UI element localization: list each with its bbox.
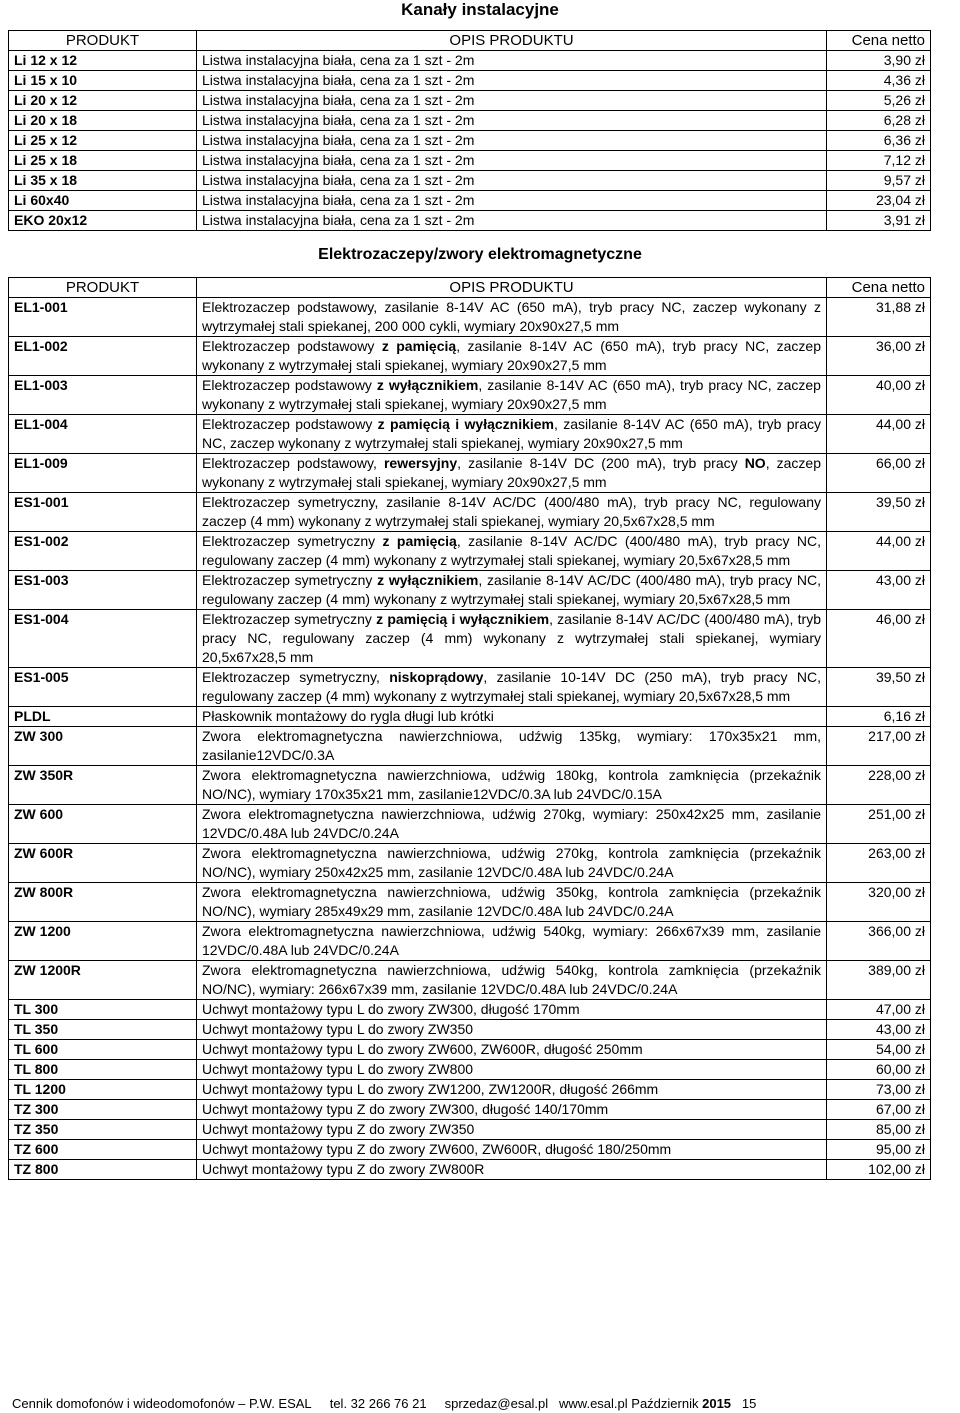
description-text: Uchwyt montażowy typu Z do zwory ZW300, długość 140/170mm (202, 1101, 609, 1117)
product-price: 366,00 zł (827, 922, 931, 961)
description-text: , zasilanie 8-14V AC (650 mA), tryb pracy NC, zaczep wykonany z wytrzymałej stali spiekanej, wymiary 20x90x27,5 mm (202, 416, 821, 451)
description-text: , zasilanie 8-14V AC/DC (400/480 mA), tryb pracy NC, regulowany zaczep (4 mm) wykonany z wytrzymałej stali spiekanej, wymiary 20,5x67x28,5 mm (202, 533, 821, 568)
product-description: Listwa instalacyjna biała, cena za 1 szt - 2m (197, 191, 827, 211)
product-price: 54,00 zł (827, 1040, 931, 1060)
footer-year: 2015 (702, 1396, 732, 1411)
description-text: Uchwyt montażowy typu L do zwory ZW350 (202, 1021, 474, 1037)
locks-table (8, 277, 931, 1180)
table-row (9, 1020, 931, 1040)
product-description: Listwa instalacyjna biała, cena za 1 szt - 2m (197, 211, 827, 231)
product-price: 228,00 zł (827, 766, 931, 805)
table-row (9, 493, 931, 532)
product-code: ES1-004 (9, 610, 197, 668)
product-price: 66,00 zł (827, 454, 931, 493)
description-text: , zasilanie 8-14V AC/DC (400/480 mA), tryb pracy NC, regulowany zaczep (4 mm) wykonany z wytrzymałej stali spiekanej, wymiary 20,5x67x28,5 mm (202, 572, 821, 607)
description-text: Elektrozaczep podstawowy, (202, 455, 384, 471)
description-text: Uchwyt montażowy typu L do zwory ZW300, długość 170mm (202, 1001, 580, 1017)
product-description (197, 1000, 827, 1020)
product-code: PLDL (9, 707, 197, 727)
product-price: 23,04 zł (827, 191, 931, 211)
product-code: Li 12 x 12 (9, 51, 197, 71)
description-text: Zwora elektromagnetyczna nawierzchniowa, udźwig 180kg, kontrola zamknięcia (przekaźnik NO/NC), wymiary 170x35x21 mm, zasilanie12VDC/0.3A lub 24VDC/0.15A (202, 767, 821, 802)
product-code: ZW 600R (9, 844, 197, 883)
product-price: 43,00 zł (827, 571, 931, 610)
product-price: 320,00 zł (827, 883, 931, 922)
table-row (9, 1080, 931, 1100)
description-text: Elektrozaczep symetryczny, (202, 669, 390, 685)
table-row (9, 532, 931, 571)
product-code: EKO 20x12 (9, 211, 197, 231)
product-description (197, 844, 827, 883)
product-description: Listwa instalacyjna biała, cena za 1 szt - 2m (197, 91, 827, 111)
product-code: TL 300 (9, 1000, 197, 1020)
header-price: Cena netto (827, 31, 931, 51)
table-row (9, 844, 931, 883)
description-highlight: z pamięcią (382, 533, 457, 549)
product-description (197, 883, 827, 922)
description-text: Elektrozaczep podstawowy (202, 338, 382, 354)
product-price: 40,00 zł (827, 376, 931, 415)
product-description (197, 1120, 827, 1140)
product-price: 60,00 zł (827, 1060, 931, 1080)
product-code: ZW 600 (9, 805, 197, 844)
product-description: Listwa instalacyjna biała, cena za 1 szt - 2m (197, 51, 827, 71)
table-row (9, 111, 931, 131)
product-description (197, 805, 827, 844)
product-description: Listwa instalacyjna biała, cena za 1 szt - 2m (197, 151, 827, 171)
table-row (9, 1120, 931, 1140)
product-code: EL1-003 (9, 376, 197, 415)
product-code: ES1-005 (9, 668, 197, 707)
description-text: Elektrozaczep symetryczny (202, 611, 377, 627)
description-text: , zasilanie 8-14V AC/DC (400/480 mA), tryb pracy NC, regulowany zaczep (4 mm) wykonany z wytrzymałej stali spiekanej, wymiary 20,5x67x28,5 mm (202, 611, 821, 665)
description-text: Zwora elektromagnetyczna nawierzchniowa, udźwig 540kg, wymiary: 266x67x39 mm, zasilanie 12VDC/0.48A lub 24VDC/0.24A (202, 923, 821, 958)
product-price: 102,00 zł (827, 1160, 931, 1180)
product-code: ES1-001 (9, 493, 197, 532)
product-code: TZ 800 (9, 1160, 197, 1180)
table-row (9, 805, 931, 844)
product-price: 3,90 zł (827, 51, 931, 71)
product-description (197, 454, 827, 493)
product-price: 6,36 zł (827, 131, 931, 151)
table-row (9, 571, 931, 610)
product-price: 39,50 zł (827, 668, 931, 707)
table-row (9, 51, 931, 71)
product-price: 67,00 zł (827, 1100, 931, 1120)
description-text: , zasilanie 8-14V DC (200 mA), tryb pracy (457, 455, 745, 471)
product-code: TL 800 (9, 1060, 197, 1080)
product-description (197, 493, 827, 532)
product-description (197, 337, 827, 376)
product-description (197, 1080, 827, 1100)
description-text: Uchwyt montażowy typu Z do zwory ZW800R (202, 1161, 485, 1177)
description-highlight: z wyłącznikiem (377, 572, 479, 588)
footer-website[interactable]: www.esal.pl (559, 1396, 628, 1411)
table-row (9, 1140, 931, 1160)
table-row (9, 707, 931, 727)
page-footer (12, 1396, 756, 1411)
product-price: 217,00 zł (827, 727, 931, 766)
product-description (197, 376, 827, 415)
product-description: Listwa instalacyjna biała, cena za 1 szt - 2m (197, 171, 827, 191)
description-text: Elektrozaczep podstawowy, zasilanie 8-14V AC (650 mA), tryb pracy NC, zaczep wykonany z wytrzymałej stali spiekanej, 200 000 cykli, wymiary 20x90x27,5 mm (202, 299, 821, 334)
product-price: 7,12 zł (827, 151, 931, 171)
description-text: Zwora elektromagnetyczna nawierzchniowa, udźwig 135kg, wymiary: 170x35x21 mm, zasilanie12VDC/0.3A (202, 728, 821, 763)
description-text: Elektrozaczep symetryczny, zasilanie 8-14V AC/DC (400/480 mA), tryb pracy NC, regulowany zaczep (4 mm) wykonany z wytrzymałej stali spiekanej, wymiary 20,5x67x28,5 mm (202, 494, 821, 529)
description-text: Płaskownik montażowy do rygla długi lub krótki (202, 708, 494, 724)
description-text: Elektrozaczep podstawowy (202, 377, 377, 393)
table-row (9, 1160, 931, 1180)
product-price: 6,28 zł (827, 111, 931, 131)
product-code: Li 60x40 (9, 191, 197, 211)
product-code: EL1-002 (9, 337, 197, 376)
product-code: ZW 1200R (9, 961, 197, 1000)
product-code: TL 600 (9, 1040, 197, 1060)
product-code: ZW 800R (9, 883, 197, 922)
table-row (9, 1000, 931, 1020)
product-description (197, 532, 827, 571)
product-code: EL1-004 (9, 415, 197, 454)
product-code: Li 35 x 18 (9, 171, 197, 191)
description-text: Elektrozaczep symetryczny (202, 572, 378, 588)
product-description: Listwa instalacyjna biała, cena za 1 szt - 2m (197, 131, 827, 151)
description-highlight: niskoprądowy (389, 669, 484, 685)
product-price: 9,57 zł (827, 171, 931, 191)
table-row (9, 131, 931, 151)
product-price: 73,00 zł (827, 1080, 931, 1100)
product-description: Listwa instalacyjna biała, cena za 1 szt - 2m (197, 71, 827, 91)
description-text: , zasilanie 8-14V AC (650 mA), tryb pracy NC, zaczep wykonany z wytrzymałej stali spiekanej, wymiary 20x90x27,5 mm (202, 338, 821, 373)
table-row (9, 71, 931, 91)
product-description: Listwa instalacyjna biała, cena za 1 szt - 2m (197, 111, 827, 131)
description-text: Zwora elektromagnetyczna nawierzchniowa, udźwig 270kg, kontrola zamknięcia (przekaźnik NO/NC), wymiary 250x42x25 mm, zasilanie 12VDC/0.48A lub 24VDC/0.24A (202, 845, 821, 880)
page-title: Kanały instalacyjne (401, 0, 559, 19)
description-highlight: NO (744, 455, 766, 471)
table-row (9, 151, 931, 171)
table-row (9, 191, 931, 211)
description-text: Elektrozaczep symetryczny (202, 533, 383, 549)
table-row (9, 376, 931, 415)
product-code: Li 20 x 12 (9, 91, 197, 111)
product-description (197, 1060, 827, 1080)
product-description (197, 1040, 827, 1060)
table-row (9, 766, 931, 805)
product-price: 36,00 zł (827, 337, 931, 376)
table-row (9, 883, 931, 922)
product-description (197, 571, 827, 610)
table-row (9, 1060, 931, 1080)
product-price: 39,50 zł (827, 493, 931, 532)
product-price: 47,00 zł (827, 1000, 931, 1020)
footer-email[interactable]: sprzedaz@esal.pl (444, 1396, 549, 1411)
product-description (197, 766, 827, 805)
product-code: ES1-003 (9, 571, 197, 610)
product-code: TZ 600 (9, 1140, 197, 1160)
section-title: Elektrozaczepy/zwory elektromagnetyczne (318, 246, 642, 263)
table-row (9, 610, 931, 668)
description-text: Elektrozaczep podstawowy (202, 416, 378, 432)
product-price: 85,00 zł (827, 1120, 931, 1140)
product-code: ZW 350R (9, 766, 197, 805)
description-text: Uchwyt montażowy typu L do zwory ZW600, ZW600R, długość 250mm (202, 1041, 643, 1057)
header-product: PRODUKT (9, 278, 197, 298)
description-text: Zwora elektromagnetyczna nawierzchniowa, udźwig 540kg, kontrola zamknięcia (przekaźnik NO/NC), wymiary: 266x67x39 mm, zasilanie 12VDC/0.48A lub 24VDC/0.24A (202, 962, 821, 997)
description-text: , zasilanie 10-14V DC (250 mA), tryb pracy NC, regulowany zaczep (4 mm) wykonany z wytrzymałej stali spiekanej, wymiary 20,5x67x28,5 mm (202, 669, 821, 704)
description-highlight: z pamięcią i wyłącznikiem (376, 611, 550, 627)
table-row (9, 91, 931, 111)
table-row (9, 171, 931, 191)
product-price: 95,00 zł (827, 1140, 931, 1160)
description-text: , zaczep wykonany z wytrzymałej stali spiekanej, wymiary 20x90x27,5 mm (202, 455, 821, 490)
product-description (197, 1160, 827, 1180)
product-price: 46,00 zł (827, 610, 931, 668)
product-code: Li 20 x 18 (9, 111, 197, 131)
product-description (197, 1140, 827, 1160)
product-description (197, 668, 827, 707)
product-code: TL 350 (9, 1020, 197, 1040)
product-code: TL 1200 (9, 1080, 197, 1100)
product-price: 3,91 zł (827, 211, 931, 231)
table-row (9, 922, 931, 961)
product-description (197, 922, 827, 961)
product-price: 44,00 zł (827, 415, 931, 454)
product-description (197, 727, 827, 766)
table-row (9, 298, 931, 337)
footer-phone: tel. 32 266 76 21 (329, 1396, 427, 1411)
header-price: Cena netto (827, 278, 931, 298)
product-price: 43,00 zł (827, 1020, 931, 1040)
table-header-row (9, 31, 931, 51)
product-code: EL1-001 (9, 298, 197, 337)
header-description: OPIS PRODUKTU (197, 278, 827, 298)
product-price: 251,00 zł (827, 805, 931, 844)
product-description (197, 1020, 827, 1040)
description-text: Uchwyt montażowy typu Z do zwory ZW350 (202, 1121, 475, 1137)
table-row (9, 727, 931, 766)
product-description (197, 298, 827, 337)
table-row (9, 668, 931, 707)
table-row (9, 415, 931, 454)
product-description (197, 707, 827, 727)
channels-table (8, 30, 931, 231)
table-row (9, 1100, 931, 1120)
product-price: 4,36 zł (827, 71, 931, 91)
description-text: Zwora elektromagnetyczna nawierzchniowa, udźwig 350kg, kontrola zamknięcia (przekaźnik NO/NC), wymiary 285x49x29 mm, zasilanie 12VDC/0.48A lub 24VDC/0.24A (202, 884, 821, 919)
product-price: 5,26 zł (827, 91, 931, 111)
product-code: ZW 1200 (9, 922, 197, 961)
product-description (197, 610, 827, 668)
product-code: EL1-009 (9, 454, 197, 493)
description-text: Uchwyt montażowy typu L do zwory ZW1200, ZW1200R, długość 266mm (202, 1081, 659, 1097)
product-price: 263,00 zł (827, 844, 931, 883)
description-highlight: z wyłącznikiem (376, 377, 479, 393)
table-row (9, 1040, 931, 1060)
product-description (197, 415, 827, 454)
header-description: OPIS PRODUKTU (197, 31, 827, 51)
footer-catalog: Cennik domofonów i wideodomofonów – P.W. ESAL (12, 1396, 312, 1411)
table-row (9, 961, 931, 1000)
product-code: TZ 350 (9, 1120, 197, 1140)
footer-page-number: 15 (741, 1396, 757, 1411)
table-row (9, 211, 931, 231)
table-header-row (9, 278, 931, 298)
product-code: TZ 300 (9, 1100, 197, 1120)
product-code: ES1-002 (9, 532, 197, 571)
footer-month: Październik (631, 1396, 699, 1411)
table-row (9, 454, 931, 493)
product-code: Li 25 x 12 (9, 131, 197, 151)
description-text: Uchwyt montażowy typu L do zwory ZW800 (202, 1061, 474, 1077)
product-price: 389,00 zł (827, 961, 931, 1000)
product-price: 6,16 zł (827, 707, 931, 727)
product-price: 44,00 zł (827, 532, 931, 571)
header-product: PRODUKT (9, 31, 197, 51)
product-description (197, 961, 827, 1000)
table-row (9, 337, 931, 376)
product-code: Li 15 x 10 (9, 71, 197, 91)
product-price: 31,88 zł (827, 298, 931, 337)
description-highlight: z pamięcią i wyłącznikiem (377, 416, 555, 432)
description-highlight: z pamięcią (381, 338, 457, 354)
product-code: ZW 300 (9, 727, 197, 766)
product-description (197, 1100, 827, 1120)
product-code: Li 25 x 18 (9, 151, 197, 171)
description-text: , zasilanie 8-14V AC (650 mA), tryb pracy NC, zaczep wykonany z wytrzymałej stali spiekanej, wymiary 20x90x27,5 mm (202, 377, 821, 412)
description-highlight: rewersyjny (383, 455, 458, 471)
description-text: Uchwyt montażowy typu Z do zwory ZW600, ZW600R, długość 180/250mm (202, 1141, 672, 1157)
description-text: Zwora elektromagnetyczna nawierzchniowa, udźwig 270kg, wymiary: 250x42x25 mm, zasilanie 12VDC/0.48A lub 24VDC/0.24A (202, 806, 821, 841)
